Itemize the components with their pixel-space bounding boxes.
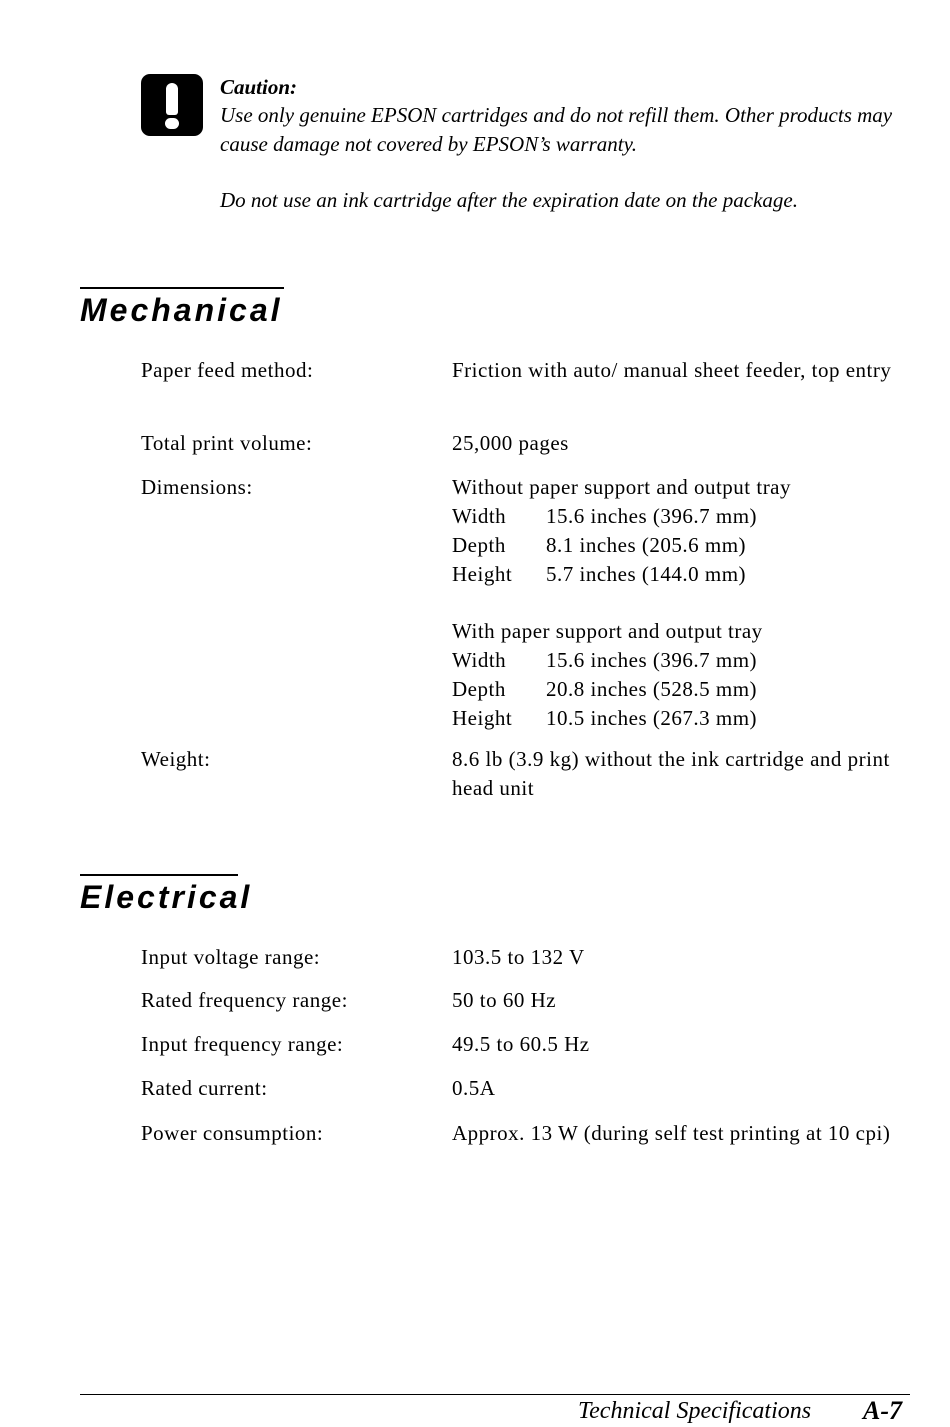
dimensions-heading: Without paper support and output tray (452, 475, 792, 499)
spec-label: Input voltage range: (141, 945, 321, 969)
dimension-row: Height 5.7 inches (144.0 mm) (452, 562, 747, 586)
spec-label: Rated frequency range: (141, 988, 348, 1012)
spec-label: Weight: (141, 747, 211, 771)
spec-value: Approx. 13 W (during self test printing at 10 cpi) (452, 1121, 891, 1145)
page-number: A-7 (863, 1396, 902, 1425)
dimensions-block (452, 473, 912, 733)
dimension-row: Width 15.6 inches (396.7 mm) (452, 648, 758, 672)
spec-label: Rated current: (141, 1076, 268, 1100)
spec-value: 50 to 60 Hz (452, 988, 557, 1012)
spec-value: 0.5A (452, 1076, 496, 1100)
spec-value: 103.5 to 132 V (452, 945, 585, 969)
section-rule (80, 874, 238, 876)
section-title-mechanical: Mechanical (80, 292, 283, 328)
section-title-electrical: Electrical (80, 879, 253, 915)
dimension-row: Width 15.6 inches (396.7 mm) (452, 504, 758, 528)
caution-note: Do not use an ink cartridge after the expiration date on the package. (220, 188, 798, 212)
spec-label: Dimensions: (141, 475, 253, 499)
caution-icon (141, 74, 203, 136)
dimensions-heading: With paper support and output tray (452, 619, 763, 643)
section-rule (80, 287, 284, 289)
spec-label: Paper feed method: (141, 358, 314, 382)
footer-title: Technical Specifications (578, 1398, 812, 1424)
spec-value: 8.6 lb (3.9 kg) without the ink cartridge and print head unit (452, 747, 890, 800)
caution-body: Use only genuine EPSON cartridges and do not refill them. Other products may cause damage not covered by EPSON’s warranty. (220, 103, 893, 156)
dimension-row: Depth 8.1 inches (205.6 mm) (452, 533, 747, 557)
spec-value: 25,000 pages (452, 431, 569, 455)
spec-label: Input frequency range: (141, 1032, 344, 1056)
dimension-row: Depth 20.8 inches (528.5 mm) (452, 677, 758, 701)
spec-label: Total print volume: (141, 431, 313, 455)
caution-title: Caution: (220, 75, 298, 99)
spec-value: Friction with auto/ manual sheet feeder, top entry (452, 358, 892, 382)
dimension-row: Height 10.5 inches (267.3 mm) (452, 706, 758, 730)
spec-value: 49.5 to 60.5 Hz (452, 1032, 590, 1056)
spec-label: Power consumption: (141, 1121, 324, 1145)
